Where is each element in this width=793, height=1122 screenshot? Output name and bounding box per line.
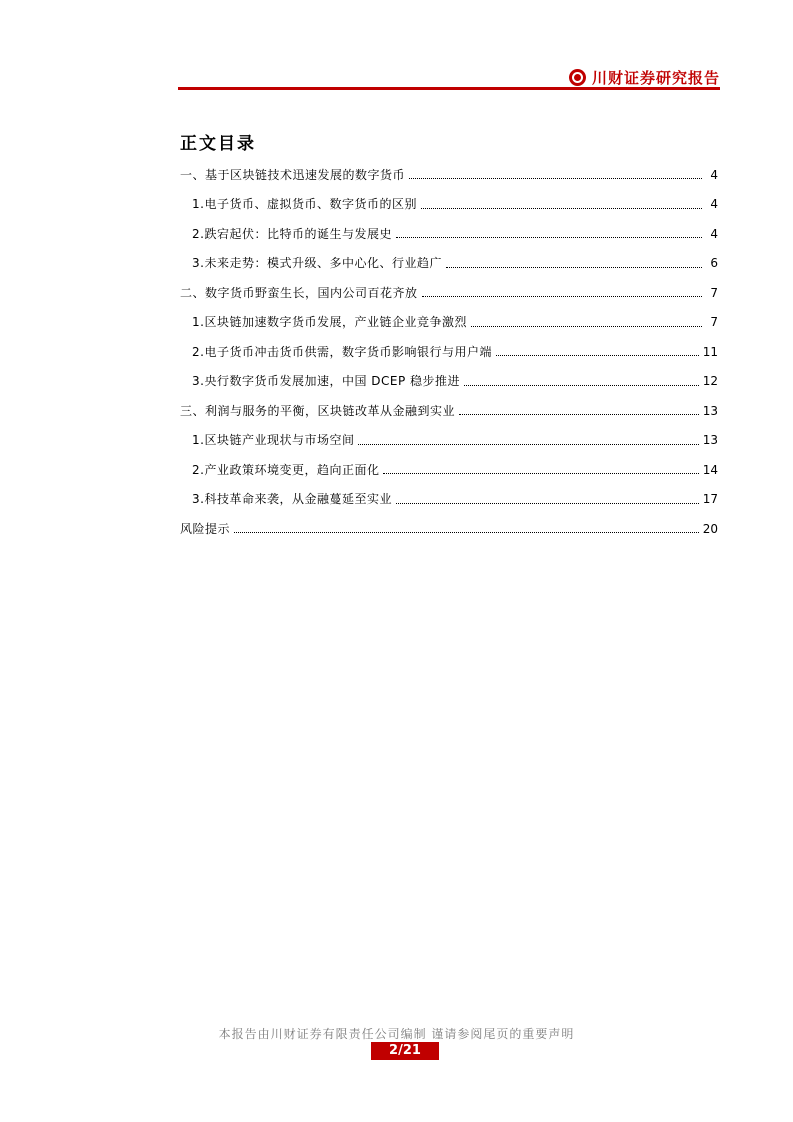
dot-leader [383,473,698,474]
chuancai-logo-icon [569,69,586,86]
dot-leader [396,237,702,238]
table-of-contents [180,160,718,544]
toc-entry-text: 1.区块链产业现状与市场空间 [192,433,355,448]
toc-page-number: 7 [710,315,718,330]
dot-leader [459,414,699,415]
toc-entry-text: 2.跌宕起伏：比特币的诞生与发展史 [192,226,392,241]
toc-page-number: 20 [702,521,718,536]
toc-page-number: 4 [710,167,718,182]
toc-entry-risk-warning[interactable] [180,514,718,544]
toc-entry-3-1[interactable] [180,426,718,456]
toc-entry-3-2[interactable] [180,455,718,485]
toc-entry-section-2[interactable] [180,278,718,308]
dot-leader [358,444,698,445]
toc-entry-text: 三、利润与服务的平衡，区块链改革从金融到实业 [180,403,456,418]
toc-entry-text: 3.科技革命来袭，从金融蔓延至实业 [192,492,392,507]
toc-entry-1-3[interactable] [180,249,718,279]
toc-entry-text: 1.电子货币、虚拟货币、数字货币的区别 [192,197,417,212]
toc-entry-text: 3.未来走势：模式升级、多中心化、行业趋广 [192,256,442,271]
toc-page-number: 13 [702,433,718,448]
toc-entry-1-2[interactable] [180,219,718,249]
toc-page-number: 4 [710,226,718,241]
toc-entry-text: 2.产业政策环境变更，趋向正面化 [192,462,380,477]
toc-entry-3-3[interactable] [180,485,718,515]
toc-entry-section-3[interactable] [180,396,718,426]
toc-page-number: 11 [702,344,718,359]
dot-leader [422,296,702,297]
toc-entry-2-1[interactable] [180,308,718,338]
page-indicator: 2/21 [371,1042,439,1060]
toc-page-number: 12 [702,374,718,389]
footer-disclaimer: 本报告由川财证券有限责任公司编制 谨请参阅尾页的重要声明 [218,1027,575,1041]
page-header [178,62,720,92]
dot-leader [446,267,702,268]
toc-entry-section-1[interactable] [180,160,718,190]
dot-leader [396,503,699,504]
toc-entry-text: 2.电子货币冲击货币供需，数字货币影响银行与用户端 [192,344,492,359]
header-divider [178,87,720,90]
toc-title: 正文目录 [180,134,256,154]
toc-entry-text: 二、数字货币野蛮生长，国内公司百花齐放 [180,285,418,300]
toc-page-number: 4 [710,197,718,212]
dot-leader [409,178,702,179]
dot-leader [496,355,699,356]
toc-entry-text: 风险提示 [180,521,231,536]
toc-entry-2-3[interactable] [180,367,718,397]
toc-page-number: 6 [710,256,718,271]
dot-leader [421,208,702,209]
toc-page-number: 7 [710,285,718,300]
toc-entry-text: 1.区块链加速数字货币发展，产业链企业竞争激烈 [192,315,467,330]
toc-entry-text: 3.央行数字货币发展加速，中国 DCEP 稳步推进 [192,374,461,389]
brand [569,66,720,88]
dot-leader [234,532,699,533]
brand-name: 川财证券研究报告 [591,68,720,87]
toc-page-number: 14 [702,462,718,477]
toc-entry-text: 一、基于区块链技术迅速发展的数字货币 [180,167,406,182]
toc-entry-2-2[interactable] [180,337,718,367]
toc-page-number: 13 [702,403,718,418]
dot-leader [464,385,699,386]
toc-entry-1-1[interactable] [180,190,718,220]
toc-page-number: 17 [702,492,718,507]
dot-leader [471,326,702,327]
